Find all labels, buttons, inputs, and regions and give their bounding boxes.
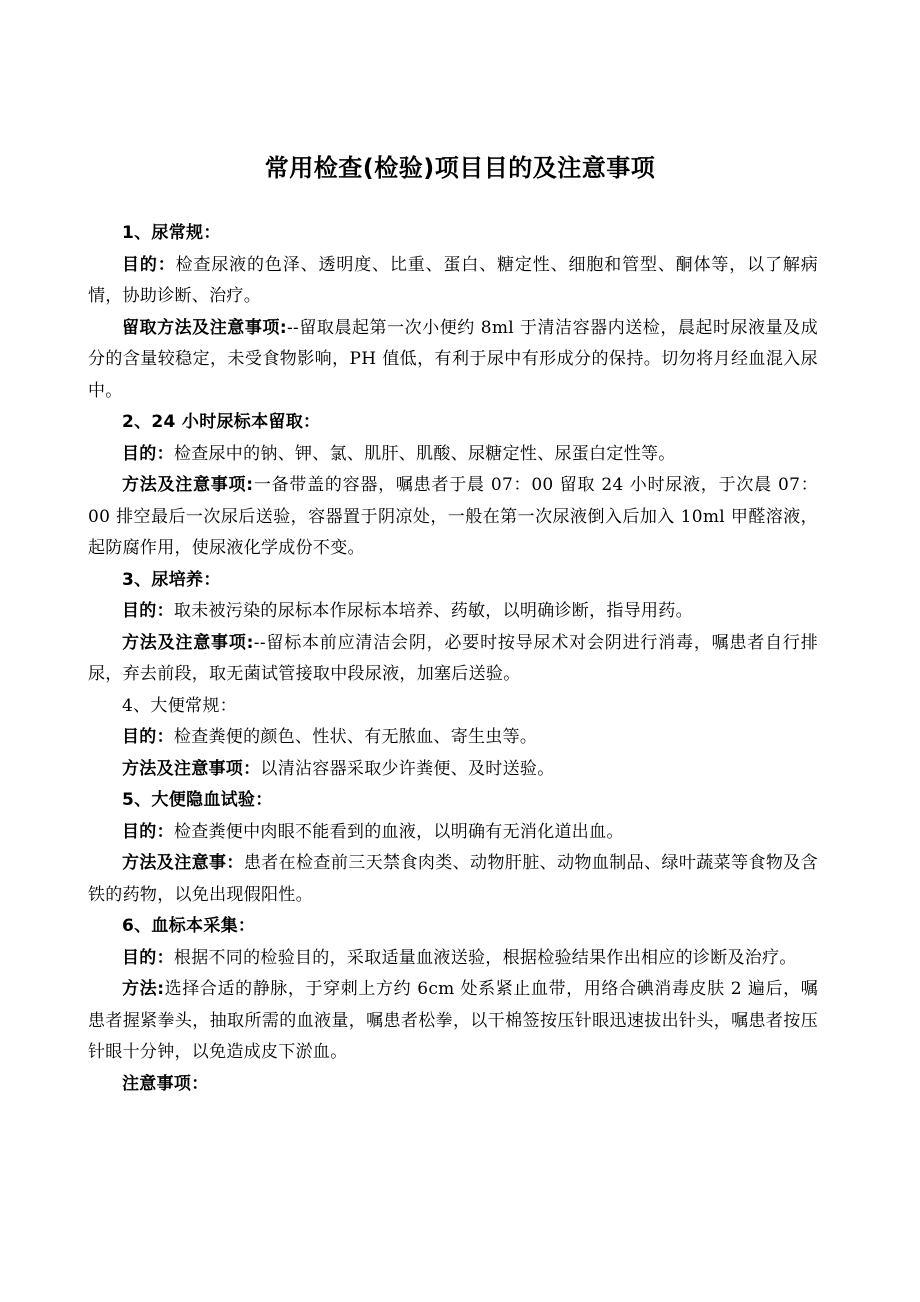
section-heading-text: 3、尿培养：	[122, 569, 221, 590]
purpose-text: 检查粪便的颜色、性状、有无脓血、寄生虫等。	[173, 727, 538, 747]
purpose-label: 目的：	[122, 947, 174, 968]
method-text: --留取晨起第一次小便约 8ml 于清洁容器内送检，晨起时尿液量及成分的含量较稳定，未受食物影响，PH 值低，有利于尿中有形成分的保持。切勿将月经血混入尿中。	[88, 317, 818, 401]
purpose-text: 检查尿中的钠、钾、氯、肌肝、肌酸、尿糖定性、尿蛋白定性等。	[173, 443, 676, 464]
purpose-paragraph	[88, 943, 818, 975]
section-heading-text: 6、血标本采集：	[122, 916, 256, 936]
method-label: 方法及注意事项：	[122, 758, 261, 779]
document-body	[88, 218, 818, 1100]
section-heading-24h-urine	[88, 407, 818, 439]
method-label: 方法:	[122, 979, 165, 999]
method-label: 方法及注意事项:	[122, 632, 254, 653]
method-text: --留标本前应清洁会阴，必要时按导尿术对会阴进行消毒，嘱患者自行排尿，弃去前段，取无菌试管接取中段尿液，加塞后送验。	[88, 632, 818, 684]
method-label: 方法及注意事：	[122, 853, 244, 873]
method-text: 选择合适的静脉，于穿刺上方约 6cm 处系紧止血带，用络合碘消毒皮肤 2 遍后，嘱患者握紧拳头，抽取所需的血液量，嘱患者松拳，以干棉签按压针眼迅速拔出针头，嘱患者按压针眼十分钟，以免造成皮下淤血。	[88, 979, 819, 1062]
section-heading-blood-sample	[88, 911, 818, 943]
method-paragraph	[88, 313, 818, 408]
method-paragraph	[88, 848, 818, 911]
method-text: 一备带盖的容器，嘱患者于晨 07：00 留取 24 小时尿液，于次晨 07：00 排空最后一次尿后送验，容器置于阴凉处，一般在第一次尿液倒入后加入 10ml 甲醛溶液，起防腐作用，使尿液化学成份不变。	[88, 475, 818, 558]
method-paragraph	[88, 754, 818, 786]
purpose-paragraph	[88, 250, 818, 313]
method-label: 留取方法及注意事项:	[122, 317, 288, 338]
purpose-text: 根据不同的检验目的，采取适量血液送验，根据检验结果作出相应的诊断及治疗。	[173, 947, 797, 968]
method-text: 以清沾容器采取少许粪便、及时送验。	[260, 758, 555, 779]
notes-label: 注意事项：	[122, 1073, 209, 1094]
section-heading-text: 2、24 小时尿标本留取：	[122, 412, 321, 432]
purpose-label: 目的：	[122, 254, 176, 275]
purpose-text: 检查尿液的色泽、透明度、比重、蛋白、糖定性、细胞和管型、酮体等，以了解病情，协助诊断、治疗。	[88, 254, 818, 306]
method-paragraph	[88, 974, 818, 1069]
purpose-text: 取未被污染的尿标本作尿标本培养、药敏，以明确诊断，指导用药。	[173, 601, 693, 621]
method-text: 患者在检查前三天禁食肉类、动物肝脏、动物血制品、绿叶蔬菜等食物及含铁的药物，以免出现假阳性。	[88, 853, 818, 905]
purpose-label: 目的：	[122, 601, 174, 621]
purpose-label: 目的：	[122, 727, 174, 747]
purpose-paragraph	[88, 817, 818, 849]
purpose-paragraph	[88, 439, 818, 471]
method-label: 方法及注意事项:	[122, 475, 254, 495]
section-heading-urine-routine	[88, 218, 818, 250]
purpose-paragraph	[88, 596, 818, 628]
purpose-text: 检查粪便中肉眼不能看到的血液，以明确有无消化道出血。	[173, 821, 624, 842]
section-heading-text: 4、大便常规：	[122, 695, 237, 716]
purpose-label: 目的：	[122, 443, 174, 464]
method-paragraph	[88, 628, 818, 691]
section-heading-stool-routine	[88, 691, 818, 723]
document-title: 常用检查(检验)项目目的及注意事项	[264, 154, 656, 182]
purpose-label: 目的：	[122, 821, 174, 842]
notes-paragraph	[88, 1069, 818, 1101]
section-heading-text: 1、尿常规：	[122, 223, 221, 243]
purpose-paragraph	[88, 722, 818, 754]
method-paragraph	[88, 470, 818, 565]
section-heading-occult-blood	[88, 785, 818, 817]
section-heading-text: 5、大便隐血试验：	[122, 790, 273, 810]
section-heading-urine-culture	[88, 565, 818, 597]
